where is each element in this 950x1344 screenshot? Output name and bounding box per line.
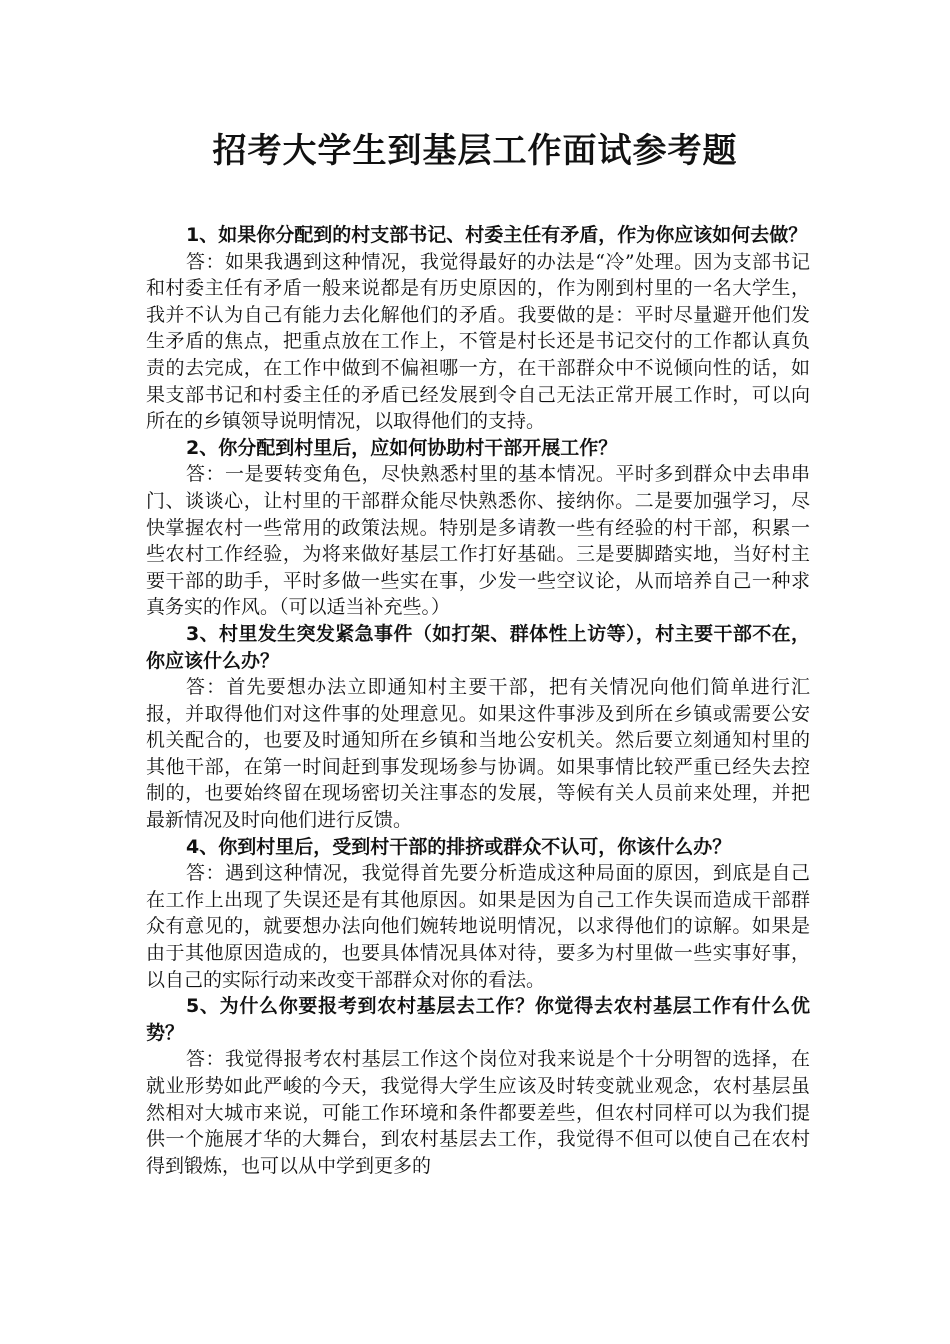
document-body [146,222,810,1179]
question-3: 3、村里发生突发紧急事件（如打架、群体性上访等），村主要干部不在，你应该什么办？ [146,622,810,672]
question-5: 5、为什么你要报考到农村基层去工作？你觉得去农村基层工作有什么优势？ [146,995,810,1044]
answer-4: 答：遇到这种情况，我觉得首先要分析造成这种局面的原因，到底是自己在工作上出现了失误还是有其他原因。如果是因为自己工作失误而造成干部群众有意见的，就要想办法向他们婉转地说明情况，以求得他们的谅解。如果是由于其他原因造成的，也要具体情况具体对待，要多为村里做一些实事好事，以自己的实际行动来改变干部群众对你的看法。 [146,862,810,991]
answer-2: 答：一是要转变角色，尽快熟悉村里的基本情况。平时多到群众中去串串门、谈谈心，让村里的干部群众能尽快熟悉你、接纳你。二是要加强学习，尽快掌握农村一些常用的政策法规。特别是多请教一些有经验的村干部，积累一些农村工作经验，为将来做好基层工作打好基础。三是要脚踏实地，当好村主要干部的助手，平时多做一些实在事，少发一些空议论，从而培养自己一种求真务实的作风。（可以适当补充些。） [146,463,810,619]
answer-1: 答：如果我遇到这种情况，我觉得最好的办法是“冷”处理。因为支部书记和村委主任有矛盾一般来说都是有历史原因的，作为刚到村里的一名大学生，我并不认为自己有能力去化解他们的矛盾。我要做的是：平时尽量避开他们发生矛盾的焦点，把重点放在工作上，不管是村长还是书记交付的工作都认真负责的去完成，在工作中做到不偏袒哪一方，在干部群众中不说倾向性的话，如果支部书记和村委主任的矛盾已经发展到令自己无法正常开展工作时，可以向所在的乡镇领导说明情况，以取得他们的支持。 [146,250,810,433]
question-1: 1、如果你分配到的村支部书记、村委主任有矛盾，作为你应该如何去做？ [186,224,808,246]
document-title: 招考大学生到基层工作面试参考题 [212,131,738,171]
answer-5: 答：我觉得报考农村基层工作这个岗位对我来说是个十分明智的选择，在就业形势如此严峻的今天，我觉得大学生应该及时转变就业观念，农村基层虽然相对大城市来说，可能工作环境和条件都要差些，但农村同样可以为我们提供一个施展才华的大舞台，到农村基层去工作，我觉得不但可以使自己在农村得到锻炼，也可以从中学到更多的 [146,1048,810,1177]
question-4: 4、你到村里后，受到村干部的排挤或群众不认可，你该什么办？ [186,835,732,858]
question-2: 2、你分配到村里后，应如何协助村干部开展工作？ [186,436,618,459]
answer-3: 答：首先要想办法立即通知村主要干部，把有关情况向他们简单进行汇报，并取得他们对这件事的处理意见。如果这件事涉及到所在乡镇或需要公安机关配合的，也要及时通知所在乡镇和当地公安机关。然后要立刻通知村里的其他干部，在第一时间赶到事发现场参与协调。如果事情比较严重已经失去控制的，也要始终留在现场密切关注事态的发展，等候有关人员前来处理，并把最新情况及时向他们进行反馈。 [146,676,810,832]
